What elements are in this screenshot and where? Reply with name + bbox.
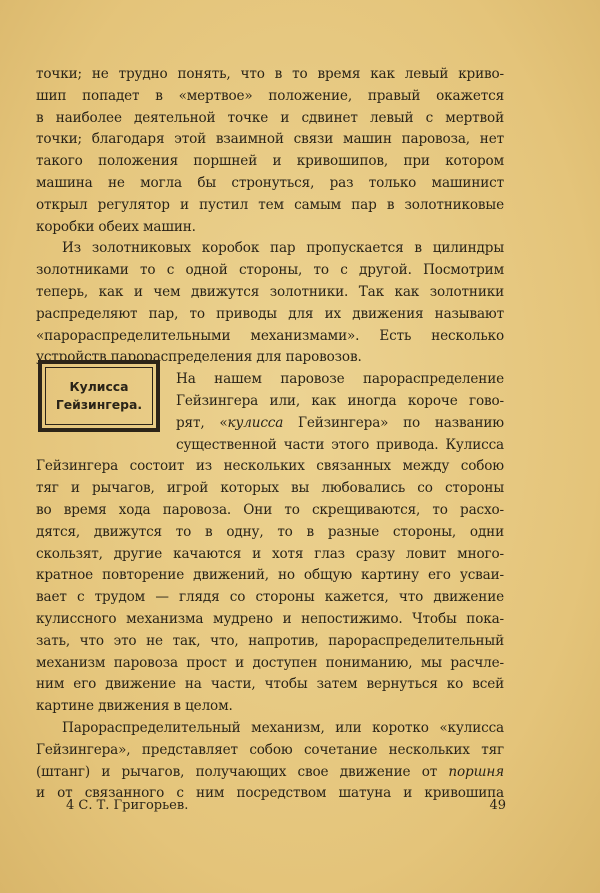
page-body xyxy=(36,64,504,805)
side-heading-line: Кулисса xyxy=(69,379,129,394)
text-line: существенной части этого привода. Кулисса xyxy=(176,436,504,453)
text-line: Из золотниковых коробок пар пропускается в цилиндры xyxy=(62,240,504,257)
text-line: точки; не трудно понять, что в то время как левый криво- xyxy=(36,66,504,82)
text-line xyxy=(176,413,504,435)
text-line: Гейзингера или, как иногда короче гово- xyxy=(176,392,504,409)
text-line: шип попадет в «мертвое» положение, правый окажется xyxy=(36,87,504,104)
text-line: На нашем паровозе парораспределение xyxy=(176,371,504,388)
text-line: во время хода паровоза. Они то скрещиваются, то расхо- xyxy=(36,501,504,518)
text-line: точки; благодаря этой взаимной связи машин паровоза, нет xyxy=(36,131,504,148)
page-footer xyxy=(66,796,506,816)
text-line: распределяют пар, то приводы для их движения называют xyxy=(36,305,504,322)
text-line: дятся, движутся то в одну, то в разные стороны, одни xyxy=(36,523,504,540)
text-line: такого положения поршней и кривошипов, при котором xyxy=(36,153,504,170)
text-line: ним его движение на части, чтобы затем вернуться ко всей xyxy=(36,676,504,693)
italic-term: кулисса xyxy=(227,414,284,431)
text-line: золотниками то с одной стороны, то с другой. Посмотрим xyxy=(36,262,504,279)
footer-signature: 4 С. Т. Григорьев. xyxy=(66,798,189,813)
text-line: тяг и рычагов, игрой которых вы любовались со стороны xyxy=(36,480,504,497)
text-line: машина не могла бы стронуться, раз только машинист xyxy=(36,174,504,191)
text-line: и от связанного с ним посредством шатуна и кривошипа xyxy=(36,785,504,802)
text-line: открыл регулятор и пустил тем самым пар в золотниковые xyxy=(36,196,504,213)
text-fragment: рят, « xyxy=(176,414,228,431)
text-line: Парораспределительный механизм, или коротко «кулисса xyxy=(62,719,504,736)
text-fragment: Гейзингера» по названию xyxy=(283,414,504,431)
text-line: в наиболее деятельной точке и сдвинет левый с мертвой xyxy=(36,109,504,126)
page-number: 49 xyxy=(489,798,506,813)
text-line: Гейзингера», представляет собою сочетание нескольких тяг xyxy=(36,741,504,758)
text-line: устройств парораспределения для паровозов. xyxy=(36,349,362,366)
text-line: кратное повторение движений, но общую картину его усваи- xyxy=(36,567,504,584)
text-fragment: (штанг) и рычагов, получающих свое движение от xyxy=(36,763,449,780)
text-line: вает с трудом — глядя со стороны кажется, что движение xyxy=(36,589,504,606)
italic-term: поршня xyxy=(448,763,504,780)
text-line: кулиссного механизма мудрено и непостижимо. Чтобы пока- xyxy=(36,610,504,627)
text-line: теперь, как и чем движутся золотники. Так как золотники xyxy=(36,283,504,300)
text-line: Гейзингера состоит из нескольких связанных между собою xyxy=(36,458,504,475)
side-heading-box xyxy=(38,360,160,432)
text-line: механизм паровоза прост и доступен пониманию, мы расчле- xyxy=(36,654,504,671)
text-line: «парораспределительными механизмами». Есть несколько xyxy=(36,327,504,344)
text-line: скользят, другие качаются и хотя глаз сразу ловит много- xyxy=(36,545,504,562)
side-heading-line: Гейзингера. xyxy=(55,397,143,412)
text-line: коробки обеих машин. xyxy=(36,218,196,235)
text-line: зать, что это не так, что, напротив, парораспределительный xyxy=(36,632,504,649)
text-line xyxy=(36,762,504,784)
text-line: картине движения в целом. xyxy=(36,698,233,715)
